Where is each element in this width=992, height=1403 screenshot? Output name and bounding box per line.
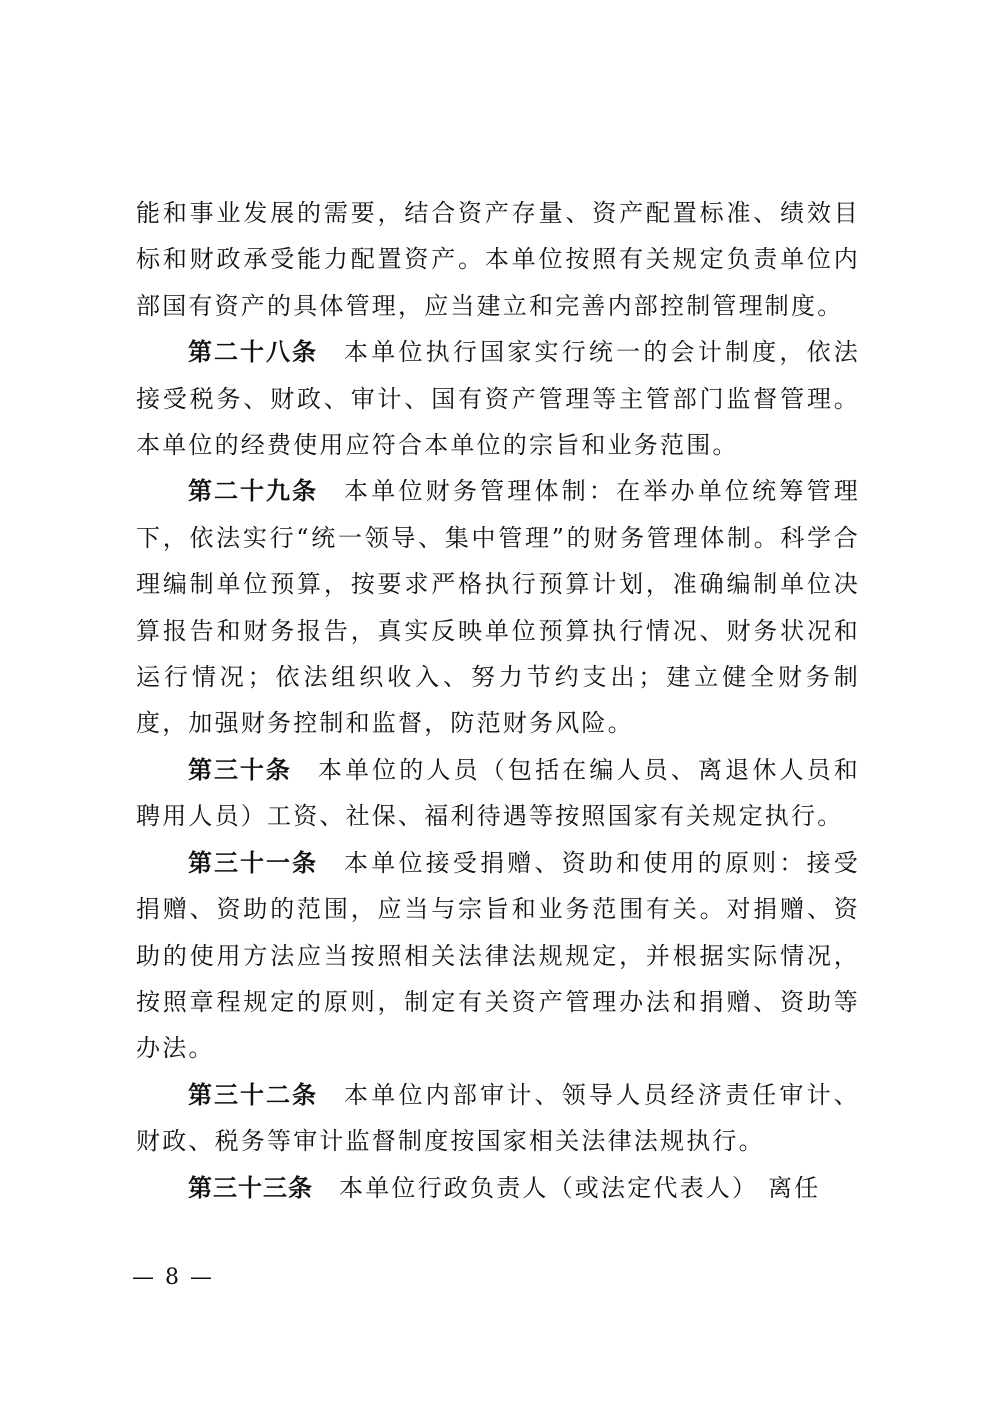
article-31 <box>136 840 860 1072</box>
paragraph-continuation <box>136 190 860 329</box>
article-33 <box>136 1165 860 1211</box>
article-text: 本单位执行国家实行统一的会计制度，依法接受税务、财政、审计、国有资产管理等主管部门监督管理。本单位的经费使用应符合本单位的宗旨和业务范围。 <box>136 338 860 460</box>
article-heading: 第二十八条 <box>188 338 319 367</box>
article-text: 本单位接受捐赠、资助和使用的原则：接受捐赠、资助的范围，应当与宗旨和业务范围有关。对捐赠、资助的使用方法应当按照相关法律法规规定，并根据实际情况，按照章程规定的原则，制定有关资产管理办法和捐赠、资助等办法。 <box>136 848 860 1063</box>
article-heading: 第三十条 <box>188 755 292 784</box>
article-text: 本单位的人员（包括在编人员、离退休人员和聘用人员）工资、社保、福利待遇等按照国家有关规定执行。 <box>136 755 861 831</box>
article-heading: 第三十一条 <box>188 848 319 877</box>
article-30 <box>136 747 860 840</box>
body-text <box>136 190 860 1211</box>
article-32 <box>136 1072 860 1165</box>
article-heading: 第二十九条 <box>188 477 319 506</box>
page-number: — 8 — <box>132 1265 214 1290</box>
article-heading: 第三十三条 <box>188 1173 313 1202</box>
article-text: 本单位行政负责人（或法定代表人） 离任 <box>339 1173 821 1202</box>
article-text: 本单位财务管理体制：在举办单位统筹管理下，依法实行“统一领导、集中管理”的财务管理体制。科学合理编制单位预算，按要求严格执行预算计划，准确编制单位决算报告和财务报告，真实反映单位预算执行情况、财务状况和运行情况；依法组织收入、努力节约支出；建立健全财务制度，加强财务控制和监督，防范财务风险。 <box>136 477 860 738</box>
article-28 <box>136 329 860 468</box>
article-heading: 第三十二条 <box>188 1080 319 1109</box>
paragraph-text: 能和事业发展的需要，结合资产存量、资产配置标准、绩效目标和财政承受能力配置资产。本单位按照有关规定负责单位内部国有资产的具体管理，应当建立和完善内部控制管理制度。 <box>136 199 860 320</box>
article-29 <box>136 468 860 746</box>
article-text: 本单位内部审计、领导人员经济责任审计、财政、税务等审计监督制度按国家相关法律法规执行。 <box>136 1080 860 1156</box>
